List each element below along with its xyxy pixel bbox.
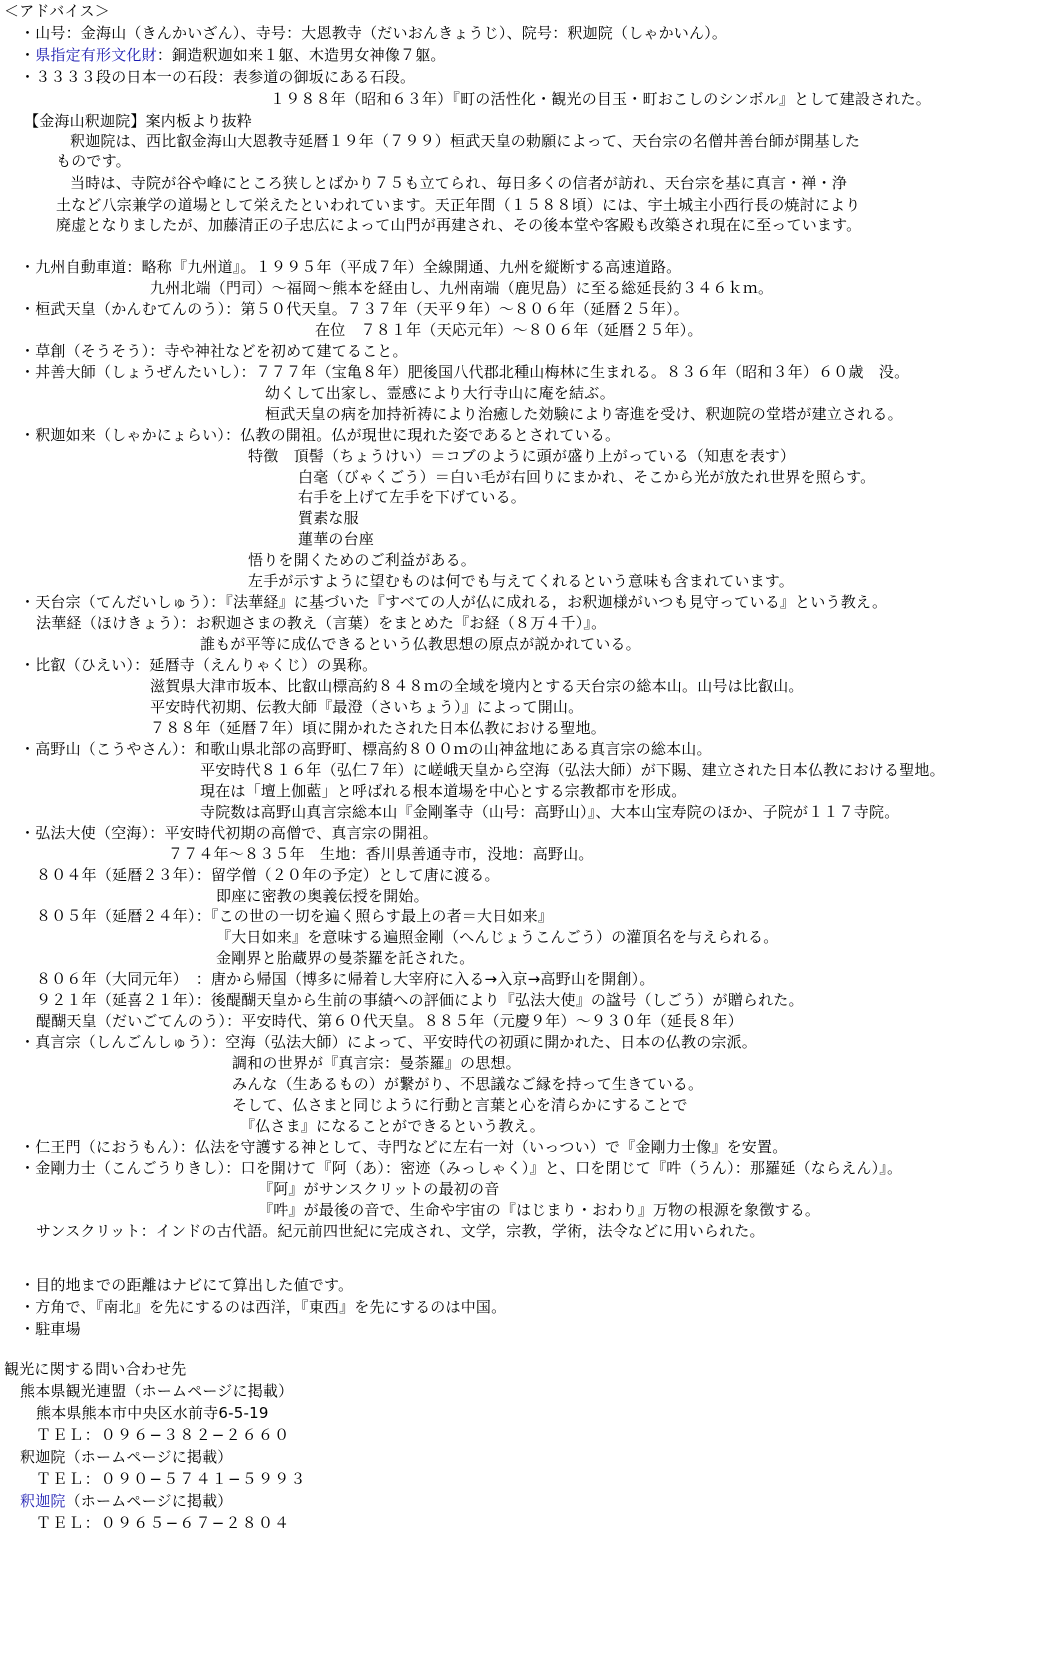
glossary-line: 白毫（びゃくごう）＝白い毛が右回りにまかれ、そこから光が放たれ世界を照らす。	[298, 467, 876, 486]
glossary-line: 法華経（ほけきょう）：お釈迦さまの教え（言葉）をまとめた『お経（８万４千）』。	[36, 614, 607, 633]
glossary-line: みんな（生あるもの）が繋がり、不思議なご縁を持って生きている。	[232, 1075, 704, 1094]
glossary-line: ・高野山（こうやさん）：和歌山県北部の高野町、標高約８００ｍの山神盆地にある真言宗の総本山。	[20, 739, 712, 758]
advice-heading: ＜アドバイス＞	[4, 2, 110, 20]
glossary-line: ８０５年（延暦２４年）：『この世の一切を遍く照らす最上の者＝大日如来』	[36, 907, 554, 926]
contact-heading: 観光に関する問い合わせ先	[4, 1360, 187, 1378]
glossary-line: ・桓武天皇（かんむてんのう）：第５０代天皇。７３７年（天平９年）〜８０６年（延暦２５年）。	[20, 299, 690, 318]
glossary-line: 調和の世界が『真言宗：曼荼羅』の思想。	[232, 1054, 521, 1073]
glossary-line: 金剛界と胎蔵界の曼荼羅を託された。	[216, 949, 475, 968]
glossary-line: 特徴 頂髻（ちょうけい）＝コブのように頭が盛り上がっている（知恵を表す）	[248, 446, 796, 465]
advice-text: １９８８年（昭和６３年）『町の活性化・観光の目玉・町おこしのシンボル』として建設された。	[270, 90, 931, 108]
advice-item	[20, 44, 446, 66]
contact-org1-name: 熊本県観光連盟（ホームページに掲載）	[20, 1382, 294, 1400]
contact-org1-address: 熊本県熊本市中央区水前寺6-5-19	[36, 1404, 269, 1422]
advice-text: ：銅造釈迦如来１躯、木造男女神像７躯。	[156, 46, 446, 64]
glossary-line: ・釈迦如来（しゃかにょらい）：仏教の開祖。仏が現世に現れた姿であるとされている。	[20, 425, 621, 444]
glossary-line: 『阿』がサンスクリットの最初の音	[258, 1179, 500, 1198]
glossary-line: 左手が示すように望むものは何でも与えてくれるという意味も含まれています。	[248, 572, 795, 591]
advice-text: 廃虚となりましたが、加藤清正の子忠広によって山門が再建され、その後本堂や客殿も改築され現在に至っています。	[56, 216, 862, 234]
glossary-line: 蓮華の台座	[298, 530, 375, 549]
glossary-line: ７８８年（延暦７年）頃に開かれたされた日本仏教における聖地。	[150, 718, 607, 737]
advice-item	[24, 110, 252, 132]
glossary-line: ・金剛力士（こんごうりきし）：口を開けて『阿（あ）：密迹（みっしゃく）』と、口を閉じて『吽（うん）：那羅延（ならえん）』。	[20, 1158, 903, 1177]
advice-item	[20, 22, 727, 44]
advice-text: 釈迦院は、西比叡金海山大恩教寺延暦１９年（７９９）桓武天皇の勅願によって、天台宗の名僧丼善台師が開基した	[70, 132, 861, 150]
glossary-line: 平安時代８１６年（弘仁７年）に嵯峨天皇から空海（弘法大師）が下賜、建立された日本仏教における聖地。	[200, 760, 945, 779]
contact-org1-tel: ＴＥＬ：０９６−３８２−２６６０	[36, 1426, 291, 1444]
advice-text: ・	[20, 46, 36, 64]
glossary-line: ７７４年〜８３５年 生地：香川県善通寺市，没地：高野山。	[168, 844, 594, 863]
note-item: ・駐車場	[20, 1320, 81, 1338]
glossary-line: サンスクリット：インドの古代語。紀元前四世紀に完成され、文学，宗教，学術，法令などに用いられた。	[36, 1221, 765, 1240]
advice-text: ものです。	[56, 152, 131, 170]
glossary-line: 右手を上げて左手を下げている。	[298, 488, 527, 507]
glossary-line: ・天台宗（てんだいしゅう）：『法華経』に基づいた『すべての人が仏に成れる，お釈迦様がいつも見守っている』という教え。	[20, 593, 888, 612]
glossary-line: ・草創（そうそう）：寺や神社などを初めて建てること。	[20, 341, 408, 360]
contact-org2-tel: ＴＥＬ：０９０−５７４１−５９９３	[36, 1470, 307, 1488]
note-item: ・方角で、『南北』を先にするのは西洋，『東西』を先にするのは中国。	[20, 1298, 507, 1316]
advice-text: 土など八宗兼学の道場として栄えたといわれています。天正年間（１５８８頃）には、宇土城主小西行長の焼討により	[56, 196, 861, 214]
contact-org3-link[interactable]: 釈迦院	[20, 1492, 66, 1510]
cultural-property-link[interactable]: 県指定有形文化財	[35, 46, 157, 64]
glossary-line: 即座に密教の奥義伝授を開始。	[216, 886, 429, 905]
advice-item	[20, 66, 415, 88]
glossary-line: 滋賀県大津市坂本、比叡山標高約８４８ｍの全域を境内とする天台宗の総本山。山号は比叡山。	[150, 677, 804, 695]
advice-text: ・３３３３段の日本一の石段：表参道の御坂にある石段。	[20, 68, 416, 86]
glossary-line: 九州北端（門司）〜福岡〜熊本を経由し、九州南端（鹿児島）に至る総延長約３４６ｋｍ。	[150, 278, 774, 297]
glossary-line: 悟りを開くためのご利益がある。	[248, 551, 477, 570]
glossary-line: 『大日如来』を意味する遍照金剛（へんじょうこんごう）の灌頂名を与えられる。	[216, 928, 779, 947]
glossary-line: ・九州自動車道：略称『九州道』。１９９５年（平成７年）全線開通、九州を縦断する高速道路。	[20, 258, 682, 276]
advice-text: 【金海山釈迦院】案内板より抜粋	[24, 112, 253, 130]
advice-text: 当時は、寺院が谷や峰にところ狭しとばかり７５も立てられ、毎日多くの信者が訪れ、天台宗を基に真言・禅・浄	[70, 174, 848, 192]
advice-item	[56, 214, 861, 236]
glossary-line: ８０６年（大同元年） ：唐から帰国（博多に帰着し大宰府に入る→入京→高野山を開創）。	[36, 970, 655, 989]
contact-org3-line	[20, 1490, 233, 1512]
glossary-line: 醍醐天皇（だいごてんのう）：平安時代、第６０代天皇。８８５年（元慶９年）〜９３０年（延長８年）	[36, 1012, 743, 1031]
glossary-line: ・真言宗（しんごんしゅう）：空海（弘法大師）によって、平安時代の初頭に開かれた、日本の仏教の宗派。	[20, 1033, 758, 1052]
glossary-line: 在位 ７８１年（天応元年）〜８０６年（延暦２５年）。	[315, 320, 703, 339]
glossary-line: 『吽』が最後の音で、生命や宇宙の『はじまり・おわり』万物の根源を象徴する。	[258, 1200, 821, 1219]
advice-item	[70, 130, 860, 152]
glossary-line: 平安時代初期、伝教大師『最澄（さいちょう）』によって開山。	[150, 697, 584, 716]
glossary-line: 桓武天皇の病を加持祈祷により治癒した効験により寄進を受け、釈迦院の堂塔が建立される。	[265, 404, 903, 423]
glossary-line: ・弘法大使（空海）：平安時代初期の高僧で、真言宗の開祖。	[20, 823, 438, 842]
glossary-line: 現在は「壇上伽藍」と呼ばれる根本道場を中心とする宗教都市を形成。	[200, 781, 687, 800]
glossary-line: ・仁王門（におうもん）：仏法を守護する神として、寺門などに左右一対（いっつい）で『金剛力士像』を安置。	[20, 1137, 788, 1156]
advice-text: ・山号：金海山（きんかいざん）、寺号：大恩教寺（だいおんきょうじ）、院号：釈迦院（しゃかいん）。	[20, 24, 728, 42]
glossary-line: 幼くして出家し、霊感により大行寺山に庵を結ぶ。	[265, 383, 615, 402]
advice-item	[56, 194, 860, 216]
glossary-line: ・比叡（ひえい）：延暦寺（えんりゃくじ）の異称。	[20, 656, 378, 675]
glossary-line: そして、仏さまと同じように行動と言葉と心を清らかにすることで	[232, 1096, 688, 1114]
glossary-line: ９２１年（延喜２１年）：後醍醐天皇から生前の事績への評価により『弘法大使』の諡号（しごう）が贈られた。	[36, 991, 804, 1010]
contact-org3-name: （ホームページに掲載）	[65, 1492, 233, 1510]
note-item: ・目的地までの距離はナビにて算出した値です。	[20, 1276, 354, 1294]
advice-item	[56, 150, 131, 172]
contact-org3-tel: ＴＥＬ：０９６５−６７−２８０４	[36, 1514, 291, 1532]
advice-item	[270, 88, 931, 110]
glossary-line: ・丼善大師（しょうぜんたいし）：７７７年（宝亀８年）肥後国八代郡北種山梅林に生まれる。８３６年（昭和３年）６０歳 没。	[20, 362, 910, 381]
glossary-line: ８０４年（延暦２３年）：留学僧（２０年の予定）として唐に渡る。	[36, 865, 500, 884]
contact-org2-name: 釈迦院（ホームページに掲載）	[20, 1448, 233, 1466]
glossary-line: 『仏さま』になることができるという教え。	[240, 1116, 545, 1135]
advice-item	[70, 172, 847, 194]
glossary-line: 誰もが平等に成仏できるという仏教思想の原点が説かれている。	[200, 635, 641, 654]
glossary-line: 寺院数は高野山真言宗総本山『金剛峯寺（山号：高野山）』、大本山宝寿院のほか、子院が１１７寺院。	[200, 802, 900, 821]
glossary-line: 質素な服	[298, 509, 359, 528]
